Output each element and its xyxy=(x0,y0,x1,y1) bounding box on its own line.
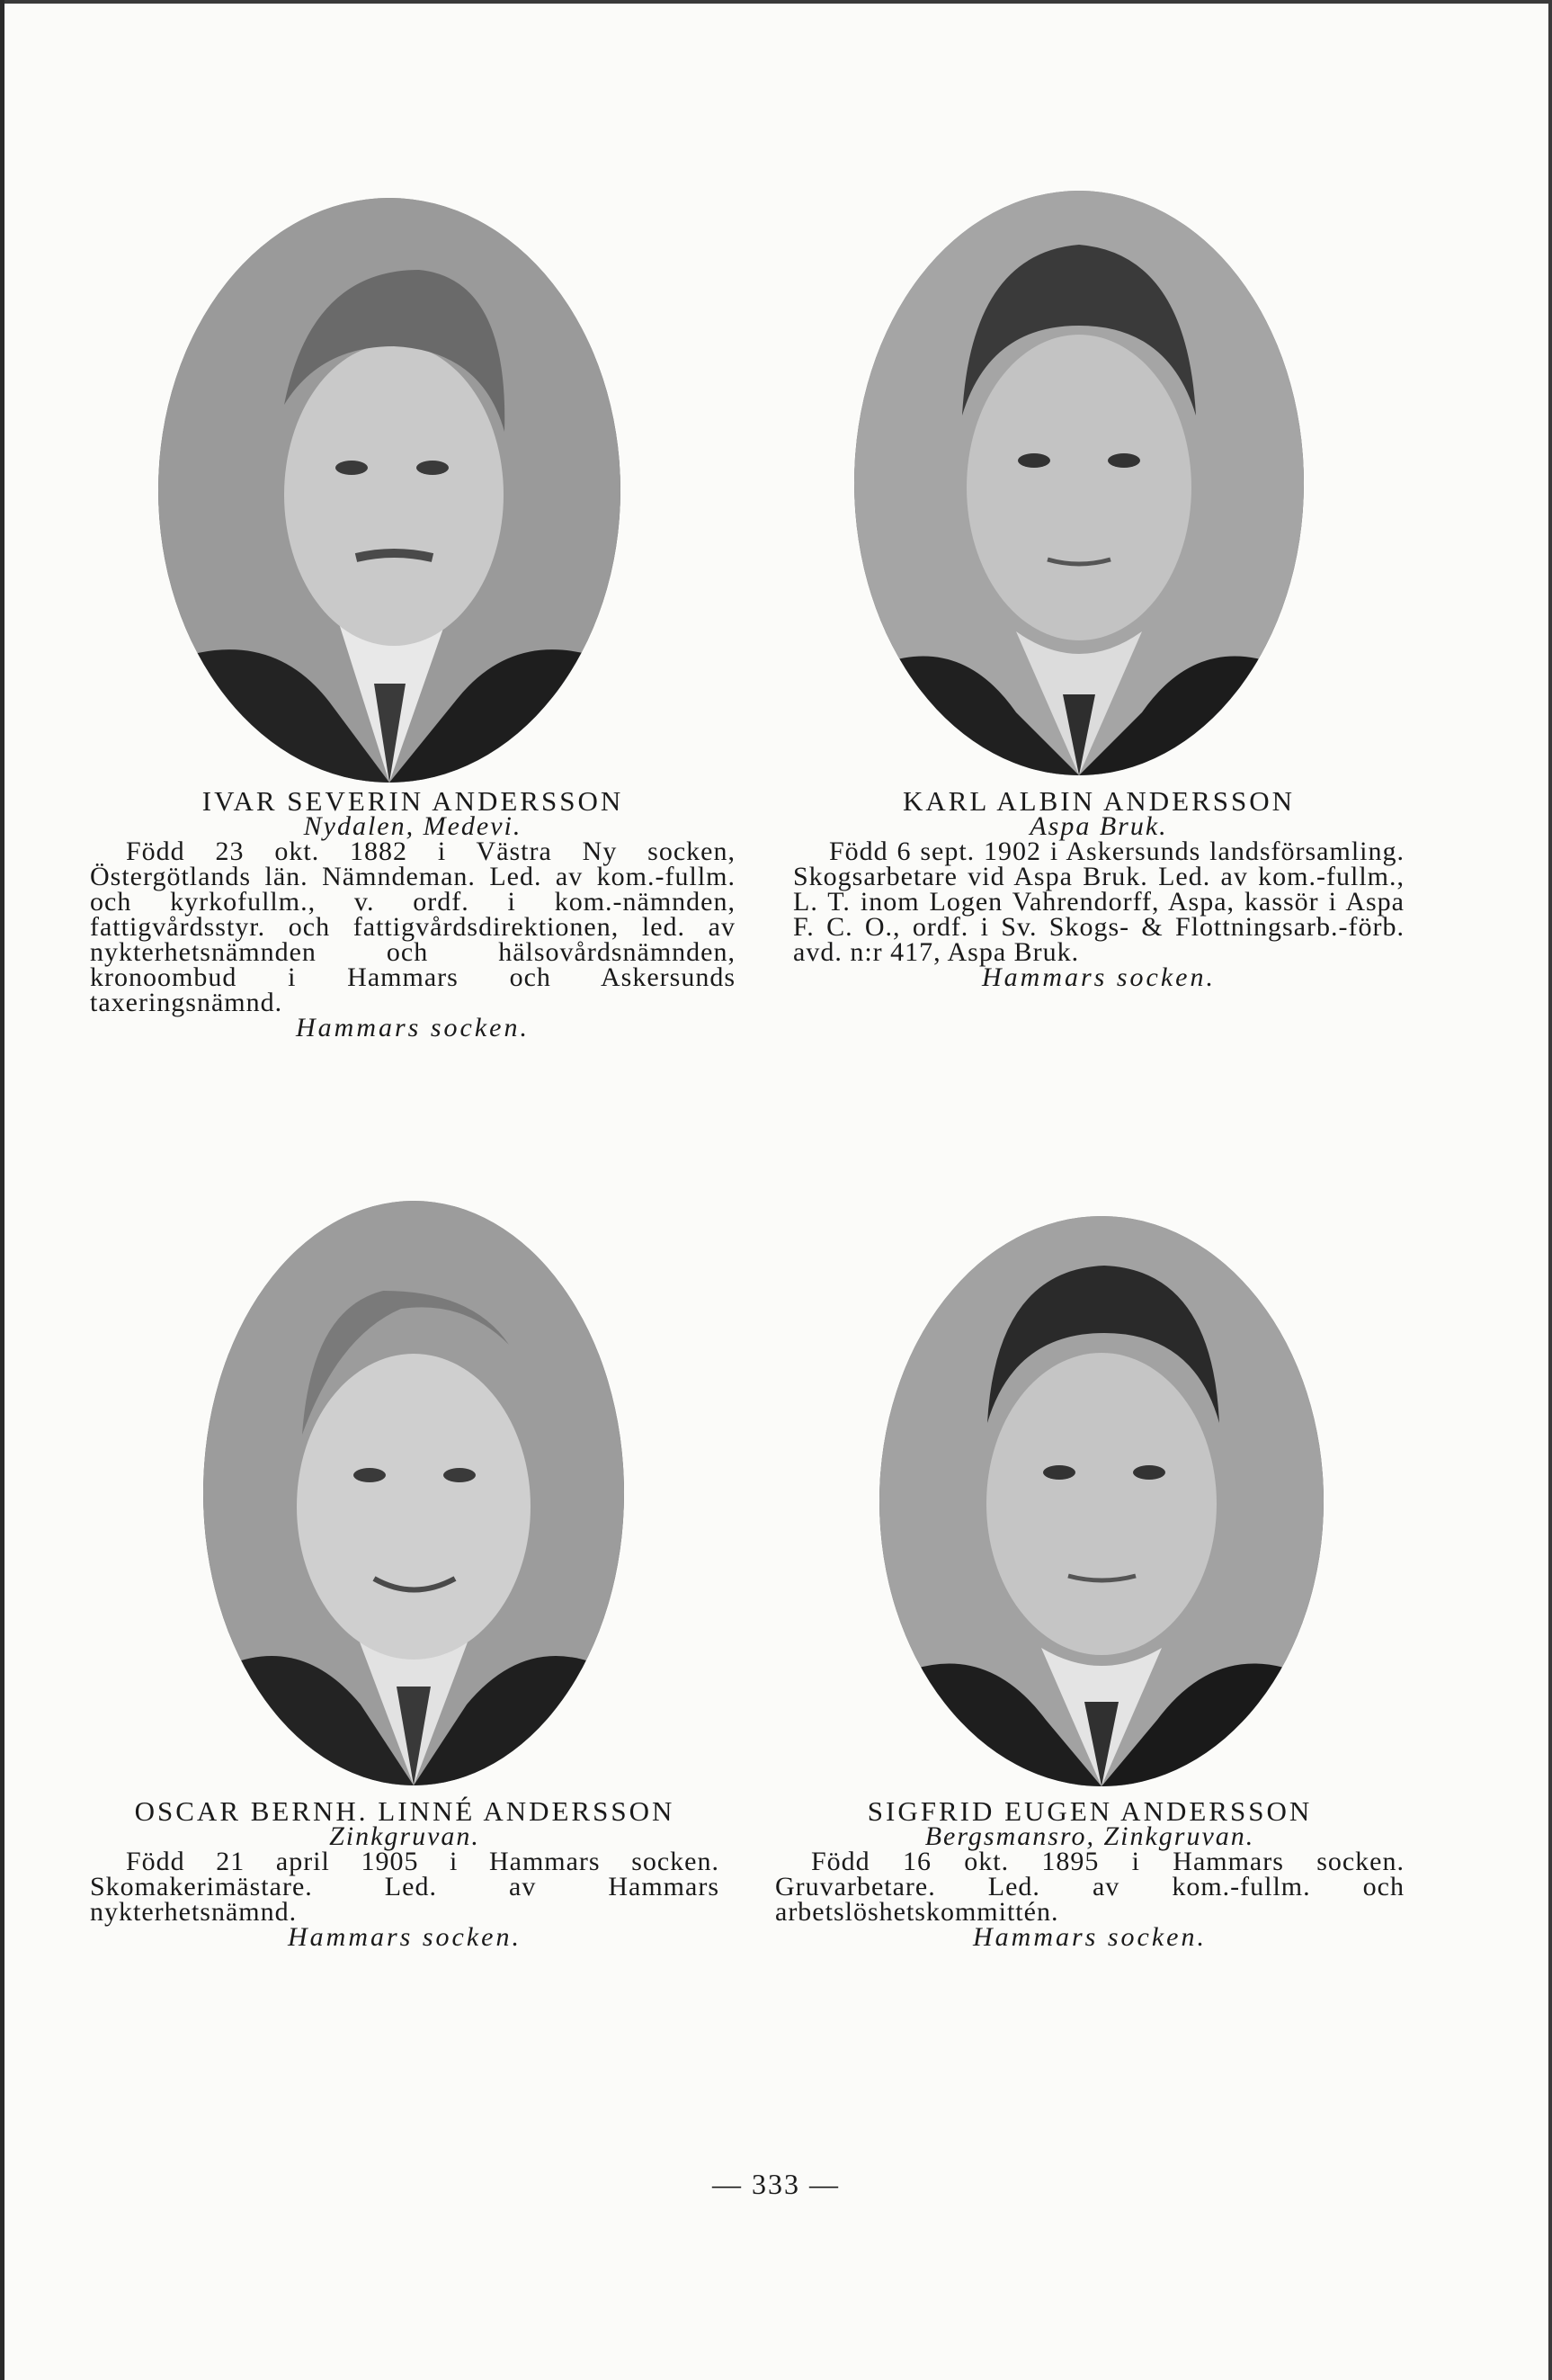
person-name: KARL ALBIN ANDERSSON xyxy=(902,785,1296,817)
residence: Bergsmansro, Zinkgruvan. xyxy=(924,1821,1255,1851)
portrait-photo-2 xyxy=(854,191,1304,775)
biography: Född 16 okt. 1895 i Hammars socken. Gruvarbetare. Led. av kom.-fullm. och arbetslöshetskommittén. xyxy=(775,1847,1405,1927)
residence: Nydalen, Medevi. xyxy=(303,811,522,841)
scan-edge-left xyxy=(0,0,4,2380)
scan-edge-top xyxy=(0,0,1552,4)
portrait-photo-4 xyxy=(879,1216,1324,1786)
page-number: — 333 — xyxy=(712,2168,840,2200)
portrait-figure-4 xyxy=(879,1216,1324,1786)
parish: Hammars socken. xyxy=(296,1013,530,1042)
entry-oscar-bernh-linne-andersson xyxy=(90,1795,719,1952)
portrait-figure-2 xyxy=(854,191,1304,775)
scan-edge-right xyxy=(1548,0,1552,2380)
residence: Zinkgruvan. xyxy=(329,1821,480,1851)
entry-karl-albin-andersson xyxy=(793,785,1405,992)
entry-sigfrid-eugen-andersson xyxy=(775,1795,1405,1952)
parish: Hammars socken. xyxy=(973,1922,1207,1952)
portrait-figure-1 xyxy=(158,198,620,783)
portrait-figure-3 xyxy=(203,1201,624,1785)
residence: Aspa Bruk. xyxy=(1030,811,1168,841)
parish: Hammars socken. xyxy=(982,962,1216,992)
biography: Född 6 sept. 1902 i Askersunds landsförsamling. Skogsarbetare vid Aspa Bruk. Led. av kom.-fullm., L. T. inom Logen Vahrendorff, Aspa, kassör i Aspa F. C. O., ordf. i Sv. Skogs- & Flottningsarb.-förb. avd. n:r 417, Aspa Bruk. xyxy=(793,837,1405,967)
person-name: OSCAR BERNH. LINNÉ ANDERSSON xyxy=(134,1795,675,1827)
biography: Född 21 april 1905 i Hammars socken. Skomakerimästare. Led. av Hammars nykterhetsnämnd. xyxy=(90,1847,719,1927)
parish: Hammars socken. xyxy=(288,1922,522,1952)
portrait-photo-1 xyxy=(158,198,620,783)
person-name: SIGFRID EUGEN ANDERSSON xyxy=(867,1795,1313,1827)
portrait-photo-3 xyxy=(203,1201,624,1785)
biography: Född 23 okt. 1882 i Västra Ny socken, Östergötlands län. Nämndeman. Led. av kom.-fullm. och kyrkofullm., v. ordf. i kom.-nämnden, fattigvårdsstyr. och fattigvårdsdirektionen, led. av nykterhetsnämnden och hälsovårdsnämnden, kronoombud i Hammars och Askersunds taxeringsnämnd. xyxy=(90,837,736,1017)
entry-ivar-severin-andersson xyxy=(90,785,736,1042)
person-name: IVAR SEVERIN ANDERSSON xyxy=(201,785,624,817)
